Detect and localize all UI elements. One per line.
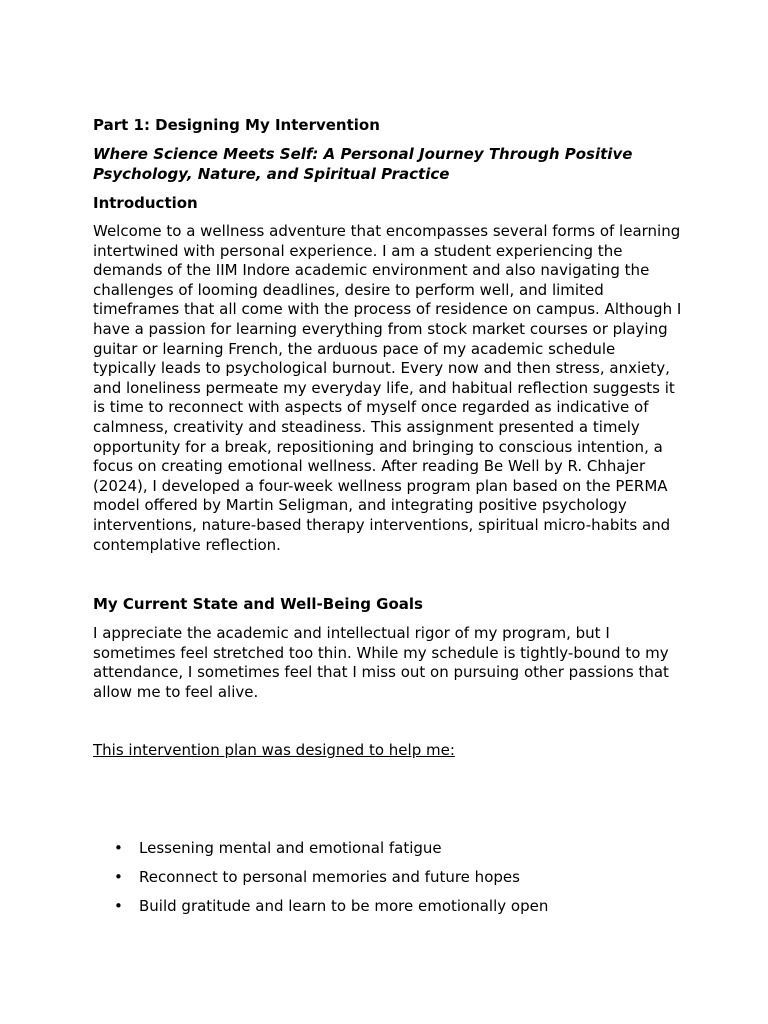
intervention-plan-intro: This intervention plan was designed to help me: <box>93 741 455 759</box>
current-state-heading: My Current State and Well-Being Goals <box>93 595 423 613</box>
bullet-icon: • <box>114 839 123 857</box>
introduction-paragraph: Welcome to a wellness adventure that encompasses several forms of learning intertwined with personal experience. I am a student experiencing the demands of the IIM Indore academic environment and also navigating the challenges of looming deadlines, desire to perform well, and limited timeframes that all come with the process of residence on campus. Although I have a passion for learning everything from stock market courses or playing guitar or learning French, the arduous pace of my academic schedule typically leads to psychological burnout. Every now and then stress, anxiety, and loneliness permeate my everyday life, and habitual reflection suggests it is time to reconnect with aspects of myself once regarded as indicative of calmness, creativity and steadiness. This assignment presented a timely opportunity for a break, repositioning and bringing to conscious intention, a focus on creating emotional wellness. After reading Be Well by R. Chhajer (2024), I developed a four-week wellness program plan based on the PERMA model offered by Martin Seligman, and integrating positive psychology interventions, nature-based therapy interventions, spiritual micro-habits and contemplative reflection. <box>93 222 682 554</box>
goal-text: Build gratitude and learn to be more emotionally open <box>139 897 549 916</box>
goals-list <box>93 839 548 927</box>
list-item <box>93 839 548 859</box>
document-title: Where Science Meets Self: A Personal Journey Through Positive Psychology, Nature, and Spiritual Practice <box>93 145 633 183</box>
goal-text: Reconnect to personal memories and future hopes <box>139 868 520 887</box>
introduction-heading: Introduction <box>93 194 198 212</box>
list-item <box>93 868 548 888</box>
list-item <box>93 897 548 917</box>
bullet-icon: • <box>114 897 123 916</box>
current-state-paragraph: I appreciate the academic and intellectual rigor of my program, but I sometimes feel stretched too thin. While my schedule is tightly-bound to my attendance, I sometimes feel that I miss out on pursuing other passions that allow me to feel alive. <box>93 624 669 701</box>
goal-text: Lessening mental and emotional fatigue <box>139 839 442 857</box>
part-heading: Part 1: Designing My Intervention <box>93 116 380 134</box>
bullet-icon: • <box>114 868 123 887</box>
